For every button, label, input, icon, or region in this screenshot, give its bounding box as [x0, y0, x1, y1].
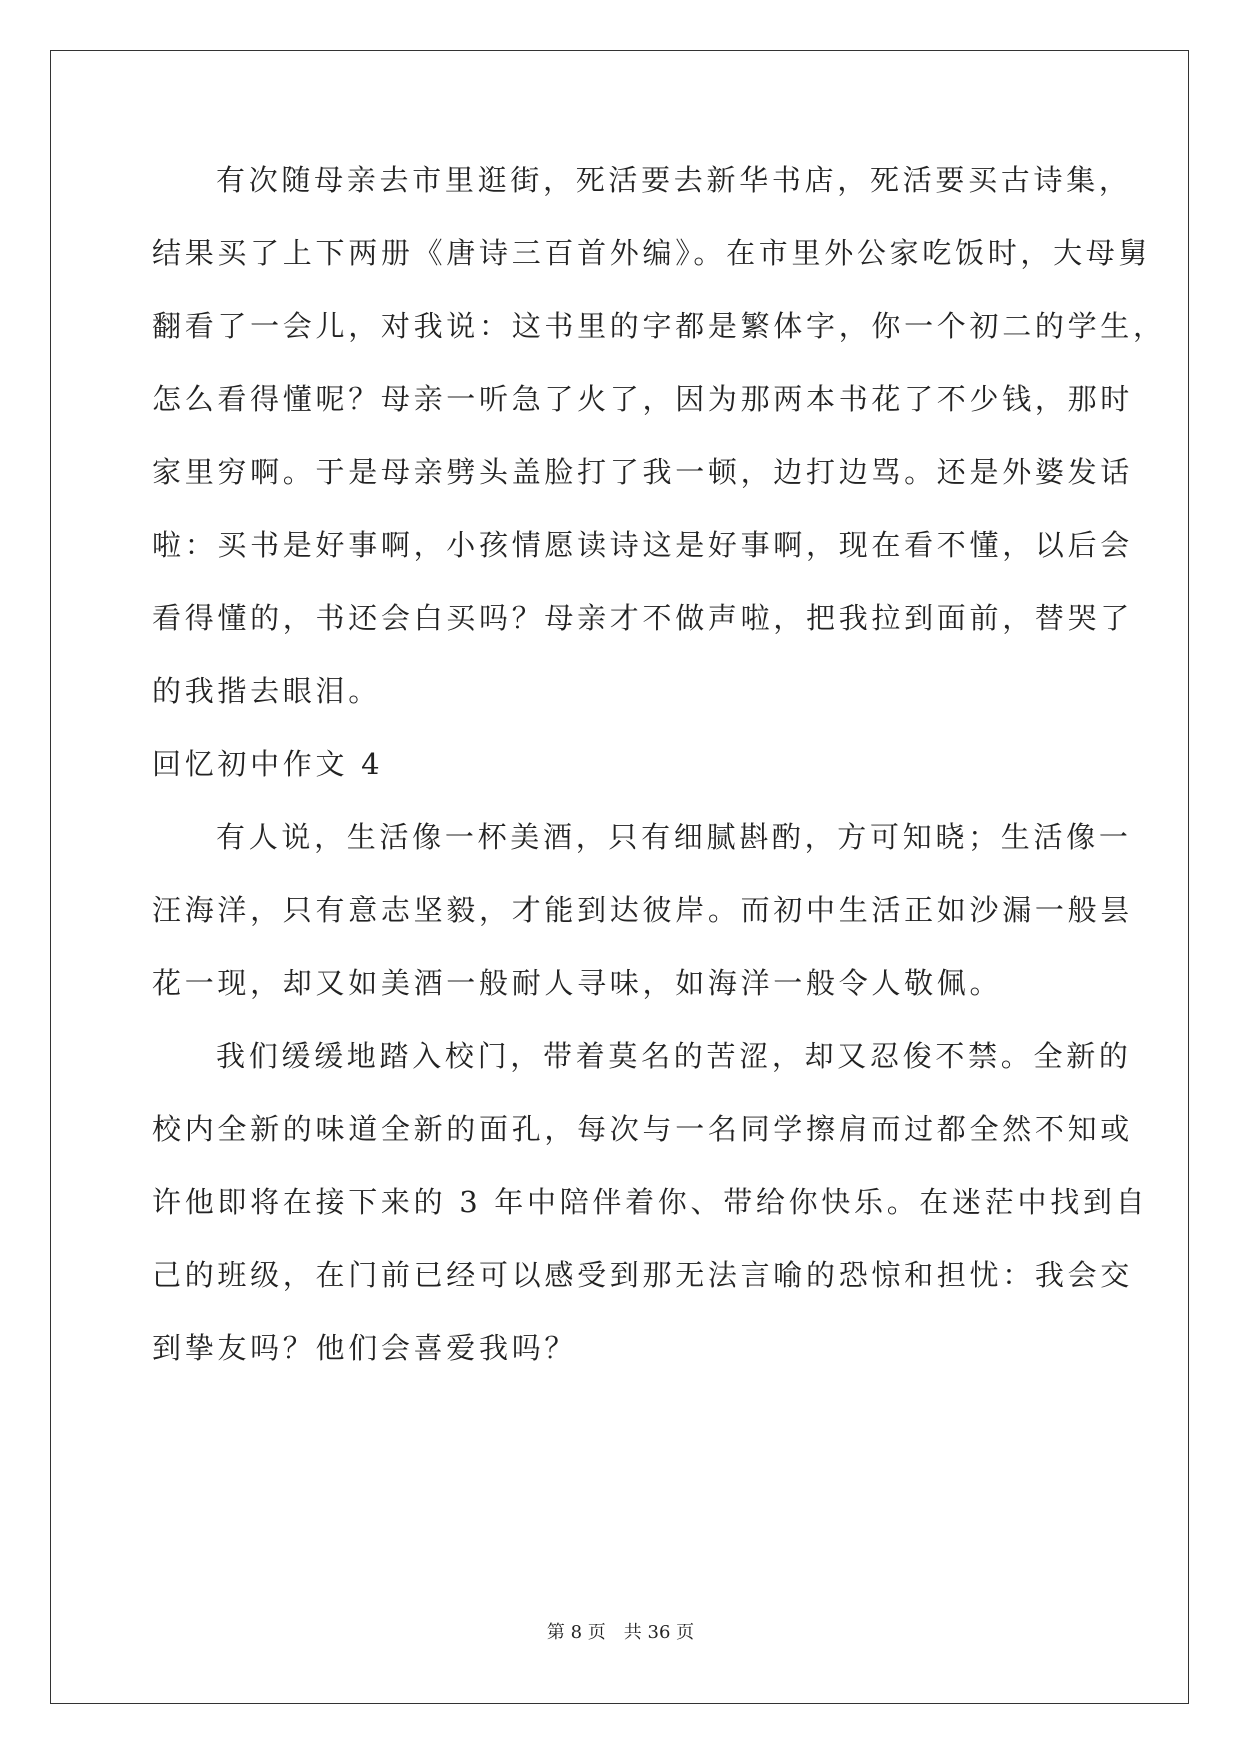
- paragraph-2-line-3: 花一现，却又如美酒一般耐人寻味，如海洋一般令人敬佩。: [152, 966, 1003, 1000]
- paragraph-1-line-3: 翻看了一会儿，对我说：这书里的字都是繁体字，你一个初二的学生，: [152, 309, 1166, 343]
- paragraph-1-line-2: 结果买了上下两册《唐诗三百首外编》。在市里外公家吃饭时，大母舅: [152, 236, 1152, 270]
- page-border: [50, 50, 1189, 1704]
- section-heading: 回忆初中作文 4: [152, 747, 384, 781]
- paragraph-1-line-5: 家里穷啊。于是母亲劈头盖脸打了我一顿，边打边骂。还是外婆发话: [152, 455, 1134, 489]
- paragraph-3-line-1: 我们缓缓地踏入校门，带着莫名的苦涩，却又忍俊不禁。全新的: [216, 1039, 1132, 1073]
- paragraph-1-line-6: 啦：买书是好事啊，小孩情愿读诗这是好事啊，现在看不懂，以后会: [152, 528, 1134, 562]
- paragraph-3-line-4: 己的班级，在门前已经可以感受到那无法言喻的恐惊和担忧：我会交: [152, 1258, 1134, 1292]
- page-number-total: 共 36 页: [623, 1622, 695, 1643]
- paragraph-1-line-4: 怎么看得懂呢？母亲一听急了火了，因为那两本书花了不少钱，那时: [152, 382, 1134, 416]
- paragraph-2-line-2: 汪海洋，只有意志坚毅，才能到达彼岸。而初中生活正如沙漏一般昙: [152, 893, 1134, 927]
- paragraph-1-line-1: 有次随母亲去市里逛街，死活要去新华书店，死活要买古诗集，: [216, 163, 1132, 197]
- paragraph-2-line-1: 有人说，生活像一杯美酒，只有细腻斟酌，方可知晓；生活像一: [216, 820, 1132, 854]
- page-footer: [0, 1621, 1241, 1645]
- page-number-current: 第 8 页: [546, 1622, 606, 1643]
- paragraph-1-line-8: 的我揩去眼泪。: [152, 674, 381, 708]
- paragraph-3-line-5: 到挚友吗？他们会喜爱我吗？: [152, 1331, 578, 1365]
- paragraph-3-line-3: 许他即将在接下来的 3 年中陪伴着你、带给你快乐。在迷茫中找到自: [152, 1185, 1149, 1219]
- paragraph-3-line-2: 校内全新的味道全新的面孔，每次与一名同学擦肩而过都全然不知或: [152, 1112, 1134, 1146]
- paragraph-1-line-7: 看得懂的，书还会白买吗？母亲才不做声啦，把我拉到面前，替哭了: [152, 601, 1134, 635]
